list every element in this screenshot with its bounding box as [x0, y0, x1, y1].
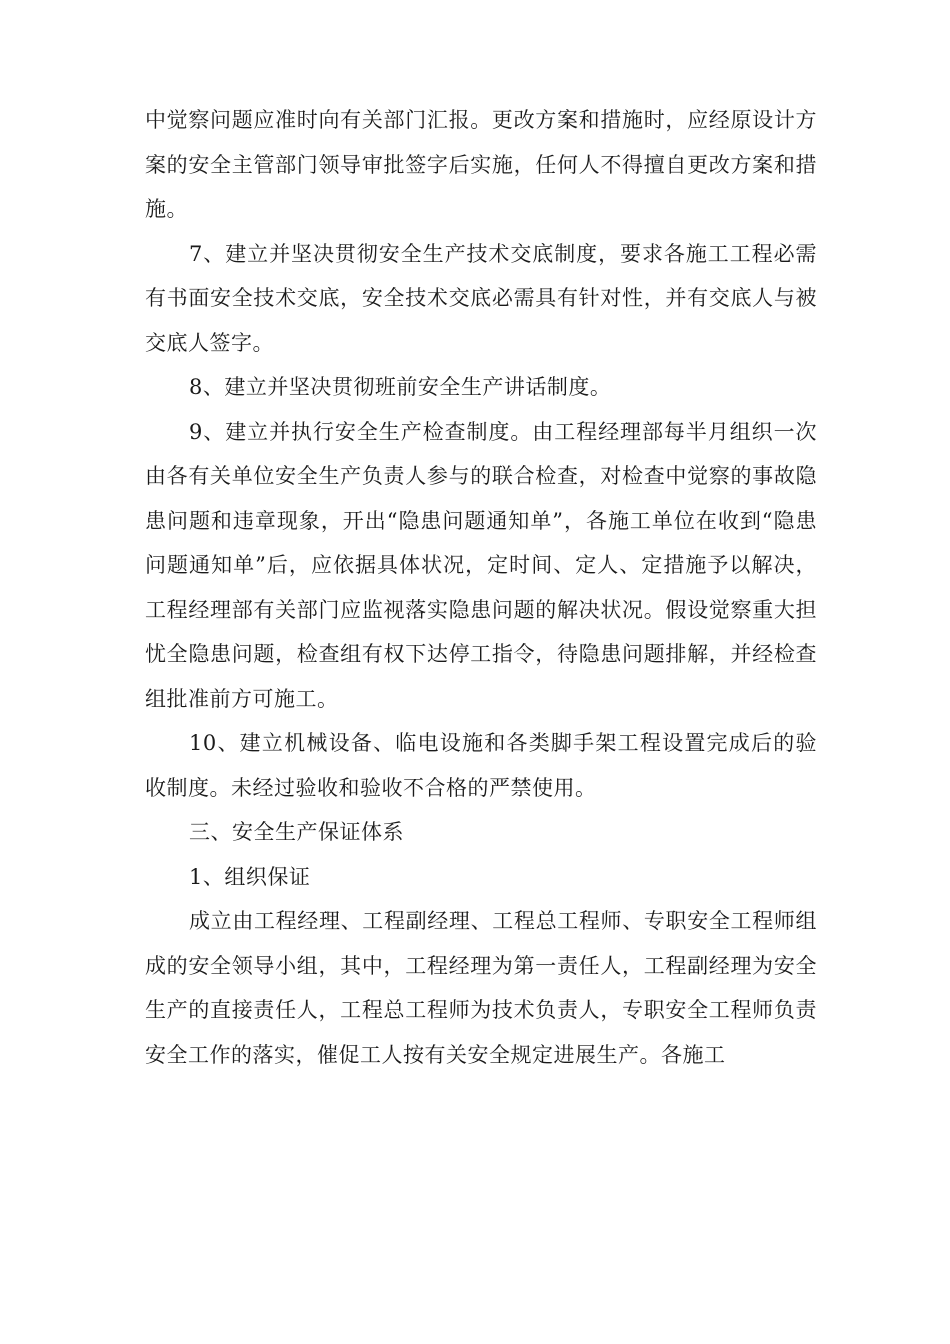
paragraph-organization: 成立由工程经理、工程副经理、工程总工程师、专职安全工程师组成的安全领导小组，其中，工程经理为第一责任人，工程副经理为安全生产的直接责任人，工程总工程师为技术负责人，专职安全工程师负责安全工作的落实，催促工人按有关安全规定进展生产。各施工 [145, 909, 817, 1067]
paragraph-item-9: 9、建立并执行安全生产检查制度。由工程经理部每半月组织一次由各有关单位安全生产负责人参与的联合检查，对检查中觉察的事故隐患问题和违章现象，开出“隐患问题通知单”，各施工单位在收到“隐患问题通知单”后，应依据具体状况，定时间、定人、定措施予以解决，工程经理部有关部门应监视落实隐患问题的解决状况。假设觉察重大担忧全隐患问题，检查组有权下达停工指令，待隐患问题排解，并经检查组批准前方可施工。 [145, 419, 817, 711]
subsection-heading-1: 1、组织保证 [189, 864, 311, 889]
paragraph-item-8: 8、建立并坚决贯彻班前安全生产讲话制度。 [189, 375, 612, 399]
paragraph-item-10: 10、建立机械设备、临电设施和各类脚手架工程设置完成后的验收制度。未经过验收和验收不合格的严禁使用。 [145, 731, 817, 800]
section-heading-3: 三、安全生产保证体系 [189, 820, 404, 844]
paragraph-continuation: 中觉察问题应准时向有关部门汇报。更改方案和措施时，应经原设计方案的安全主管部门领导审批签字后实施，任何人不得擅自更改方案和措施。 [145, 108, 817, 221]
document-body [145, 98, 817, 1077]
paragraph-item-7: 7、建立并坚决贯彻安全生产技术交底制度，要求各施工工程必需有书面安全技术交底，安全技术交底必需具有针对性，并有交底人与被交底人签字。 [145, 241, 817, 355]
